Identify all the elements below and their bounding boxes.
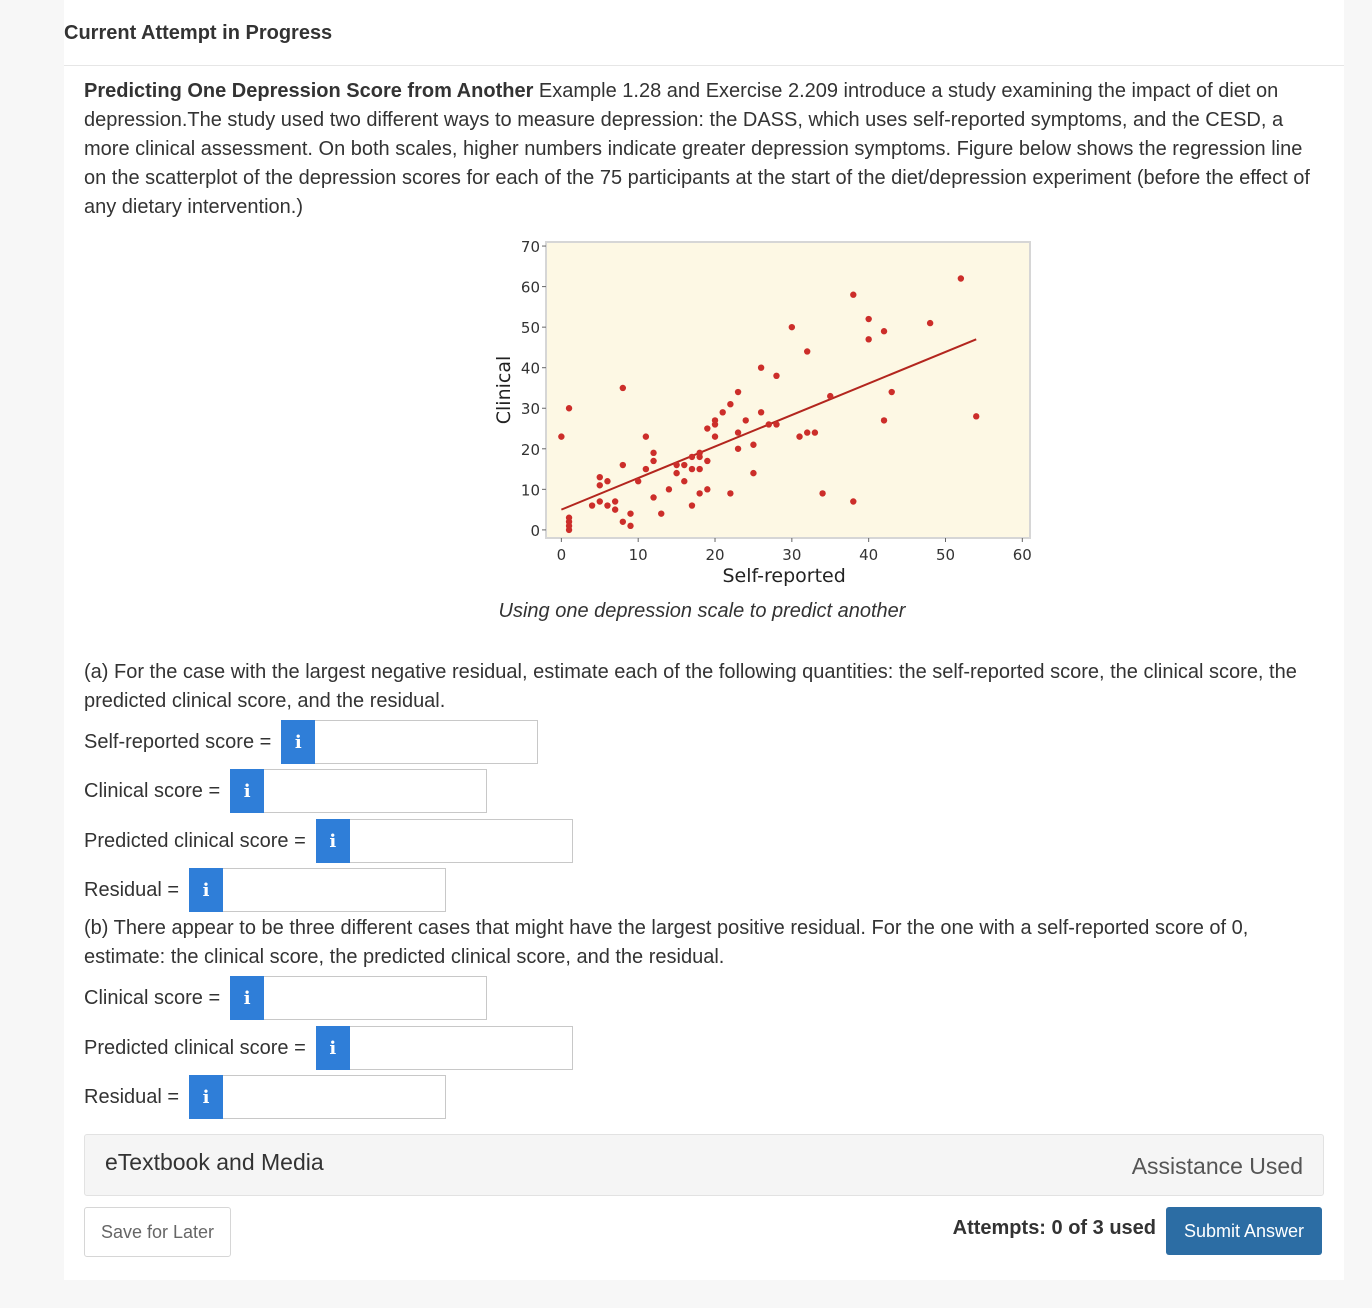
data-point	[958, 275, 964, 281]
data-point	[620, 462, 626, 468]
data-point	[865, 316, 871, 322]
data-point	[766, 421, 772, 427]
data-point	[727, 401, 733, 407]
data-point	[881, 328, 887, 334]
data-point	[773, 373, 779, 379]
data-point	[566, 405, 572, 411]
y-tick-label: 0	[530, 521, 540, 540]
data-point	[673, 462, 679, 468]
x-tick-label: 30	[782, 546, 802, 564]
data-point	[689, 502, 695, 508]
field-label: Residual =	[84, 878, 180, 901]
data-point	[743, 417, 749, 423]
info-icon[interactable]: i	[189, 1075, 223, 1119]
clinical-score-input[interactable]	[264, 976, 487, 1020]
field-label: Predicted clinical score =	[84, 1036, 306, 1059]
data-point	[658, 510, 664, 516]
data-point	[635, 478, 641, 484]
data-point	[758, 409, 764, 415]
data-point	[850, 498, 856, 504]
field-label: Residual =	[84, 1085, 180, 1108]
info-icon[interactable]: i	[230, 769, 264, 813]
part-a-predicted-row	[84, 819, 573, 863]
data-point	[689, 466, 695, 472]
data-point	[704, 486, 710, 492]
info-icon[interactable]: i	[189, 868, 223, 912]
data-point	[604, 478, 610, 484]
residual-input[interactable]	[223, 868, 446, 912]
data-point	[712, 433, 718, 439]
part-b-residual-row	[84, 1075, 446, 1119]
data-point	[927, 320, 933, 326]
info-icon[interactable]: i	[316, 819, 350, 863]
clinical-score-input[interactable]	[264, 769, 487, 813]
data-point	[773, 421, 779, 427]
data-point	[696, 490, 702, 496]
data-point	[704, 425, 710, 431]
data-point	[673, 470, 679, 476]
data-point	[750, 470, 756, 476]
data-point	[666, 486, 672, 492]
data-point	[566, 519, 572, 525]
y-tick-label: 60	[520, 278, 540, 297]
data-point	[735, 446, 741, 452]
data-point	[796, 433, 802, 439]
data-point	[566, 527, 572, 533]
question-card	[64, 0, 1344, 1280]
data-point	[719, 409, 725, 415]
self-reported-score-input[interactable]	[315, 720, 538, 764]
field-label: Clinical score =	[84, 779, 221, 802]
data-point	[973, 413, 979, 419]
y-tick-label: 50	[520, 319, 540, 338]
data-point	[881, 417, 887, 423]
y-tick-label: 10	[520, 481, 540, 500]
question-body: Example 1.28 and Exercise 2.209 introduce a study examining the impact of diet on depression.The study used two different ways to measure depression: the DASS, which uses self-reported symptoms, and the CESD, a more clinical assessment. On both scales, higher numbers indicate greater depression symptoms. Figure below shows the regression line on the scatterplot of the depression scores for each of the 75 participants at the start of the diet/depression experiment (before the effect of any dietary intervention.)	[84, 80, 1310, 218]
x-tick-label: 40	[859, 546, 879, 564]
part-b-clinical-row	[84, 976, 487, 1020]
part-a-clinical-row	[84, 769, 487, 813]
info-icon[interactable]: i	[230, 976, 264, 1020]
residual-input[interactable]	[223, 1075, 446, 1119]
data-point	[696, 454, 702, 460]
data-point	[750, 442, 756, 448]
data-point	[681, 462, 687, 468]
part-b-text: (b) There appear to be three different cases that might have the largest positive residual. For the one with a self-reported score of 0, estimate: the clinical score, the predicted clinical score, and the residual.	[84, 917, 1249, 968]
field-label: Predicted clinical score =	[84, 829, 306, 852]
data-point	[643, 466, 649, 472]
data-point	[727, 490, 733, 496]
data-point	[735, 429, 741, 435]
etextbook-media-title[interactable]: eTextbook and Media	[105, 1149, 324, 1175]
predicted-clinical-score-input[interactable]	[350, 1026, 573, 1070]
assistance-used-label: Assistance Used	[1131, 1153, 1303, 1179]
figure-caption: Using one depression scale to predict another	[498, 600, 906, 622]
x-tick-label: 60	[1012, 546, 1032, 564]
data-point	[889, 389, 895, 395]
data-point	[865, 336, 871, 342]
data-point	[850, 292, 856, 298]
data-point	[650, 458, 656, 464]
data-point	[812, 429, 818, 435]
y-tick-label: 70	[520, 238, 540, 257]
data-point	[696, 466, 702, 472]
data-point	[804, 348, 810, 354]
data-point	[597, 498, 603, 504]
y-tick-label: 40	[520, 359, 540, 378]
data-point	[712, 421, 718, 427]
data-point	[643, 433, 649, 439]
save-for-later-button[interactable]: Save for Later	[84, 1207, 231, 1257]
x-tick-label: 50	[935, 546, 956, 564]
data-point	[735, 389, 741, 395]
x-tick-label: 10	[628, 546, 648, 564]
data-point	[819, 490, 825, 496]
data-point	[804, 429, 810, 435]
part-a-self-reported-row	[84, 720, 538, 764]
part-a-text: (a) For the case with the largest negative residual, estimate each of the following quantities: the self-reported score, the clinical score, the predicted clinical score, and the residual.	[84, 661, 1297, 712]
info-icon[interactable]: i	[316, 1026, 350, 1070]
data-point	[612, 506, 618, 512]
part-b-predicted-row	[84, 1026, 573, 1070]
question-title: Predicting One Depression Score from Another	[84, 80, 534, 102]
data-point	[689, 454, 695, 460]
attempts-counter: Attempts: 0 of 3 used	[952, 1217, 1156, 1239]
question-text	[84, 77, 1320, 222]
data-point	[589, 502, 595, 508]
data-point	[650, 450, 656, 456]
data-point	[627, 510, 633, 516]
field-label: Clinical score =	[84, 986, 221, 1009]
data-point	[704, 458, 710, 464]
field-label: Self-reported score =	[84, 730, 272, 753]
y-axis-label: Clinical	[493, 355, 515, 425]
y-tick-label: 30	[520, 400, 540, 419]
data-point	[597, 482, 603, 488]
data-point	[612, 498, 618, 504]
part-a-residual-row	[84, 868, 446, 912]
x-tick-label: 20	[705, 546, 725, 564]
y-tick-label: 20	[520, 440, 540, 459]
submit-answer-button[interactable]: Submit Answer	[1166, 1207, 1322, 1255]
data-point	[627, 523, 633, 529]
x-tick-label: 0	[556, 546, 567, 564]
data-point	[758, 364, 764, 370]
predicted-clinical-score-input[interactable]	[350, 819, 573, 863]
data-point	[789, 324, 795, 330]
etextbook-media-panel[interactable]	[84, 1134, 1324, 1196]
attempt-header: Current Attempt in Progress	[64, 22, 333, 44]
data-point	[650, 494, 656, 500]
data-point	[597, 474, 603, 480]
scatterplot-figure	[484, 230, 1064, 640]
header-divider	[64, 65, 1344, 66]
data-point	[604, 502, 610, 508]
data-point	[681, 478, 687, 484]
scatterplot	[484, 230, 1064, 600]
info-icon[interactable]: i	[281, 720, 315, 764]
data-point	[558, 433, 564, 439]
plot-area	[546, 242, 1030, 538]
data-point	[620, 519, 626, 525]
data-point	[620, 385, 626, 391]
data-point	[827, 393, 833, 399]
x-axis-label: Self-reported	[722, 565, 846, 587]
